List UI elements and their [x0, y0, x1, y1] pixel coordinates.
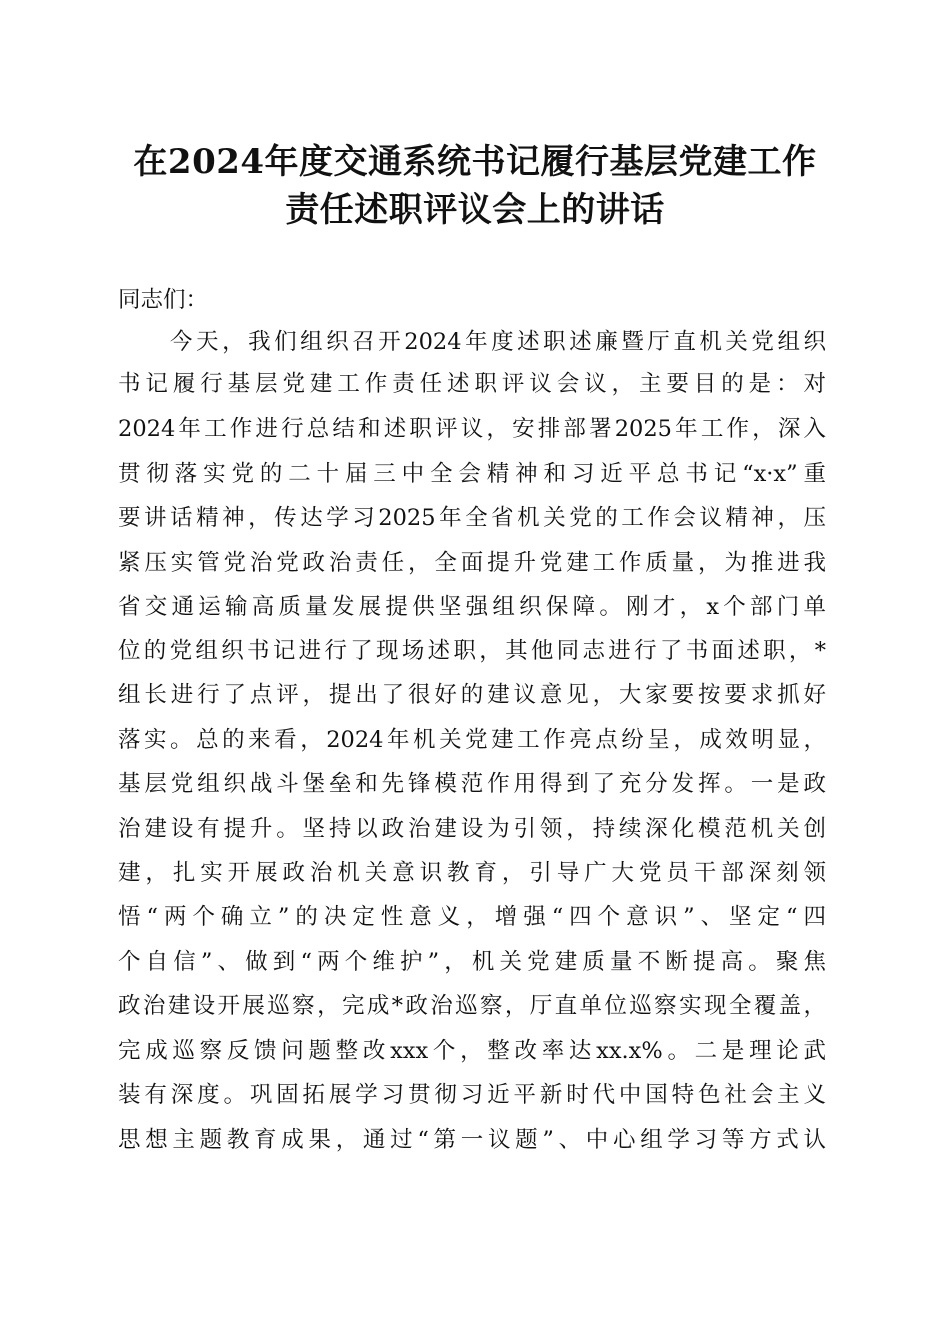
- paragraph-line: 书记履行基层党建工作责任述职评议会议，主要目的是：对: [118, 371, 826, 397]
- paragraph-line: 省交通运输高质量发展提供坚强组织保障。刚才，x个部门单: [118, 594, 826, 620]
- paragraph-line: 位的党组织书记进行了现场述职，其他同志进行了书面述职，*: [118, 638, 826, 664]
- paragraph-line: 思想主题教育成果，通过“第一议题”、中心组学习等方式认: [118, 1127, 826, 1153]
- paragraph-line: 落实。总的来看，2024年机关党建工作亮点纷呈，成效明显，: [118, 727, 826, 753]
- document-title-line-2: 责任述职评议会上的讲话: [285, 190, 665, 230]
- paragraph-line: 政治建设开展巡察，完成*政治巡察，厅直单位巡察实现全覆盖，: [118, 993, 826, 1019]
- paragraph-line: 基层党组织战斗堡垒和先锋模范作用得到了充分发挥。一是政: [118, 771, 826, 797]
- paragraph-line: 完成巡察反馈问题整改xxx个，整改率达xx.x%。二是理论武: [118, 1038, 826, 1064]
- paragraph-line: 组长进行了点评，提出了很好的建议意见，大家要按要求抓好: [118, 682, 826, 708]
- paragraph-line: 个自信”、做到“两个维护”，机关党建质量不断提高。聚焦: [118, 949, 826, 975]
- paragraph-line: 紧压实管党治党政治责任，全面提升党建工作质量，为推进我: [118, 550, 826, 576]
- paragraph-line: 治建设有提升。坚持以政治建设为引领，持续深化模范机关创: [118, 816, 826, 842]
- salutation: 同志们：: [118, 287, 209, 313]
- paragraph-line: 装有深度。巩固拓展学习贯彻习近平新时代中国特色社会主义: [118, 1082, 826, 1108]
- document-title-line-1: 在2024年度交通系统书记履行基层党建工作: [133, 142, 817, 182]
- paragraph-line: 要讲话精神，传达学习2025年全省机关党的工作会议精神，压: [118, 505, 826, 531]
- paragraph-line: 今天，我们组织召开2024年度述职述廉暨厅直机关党组织: [170, 329, 826, 355]
- paragraph-line: 2024年工作进行总结和述职评议，安排部署2025年工作，深入: [118, 416, 826, 442]
- paragraph-line: 贯彻落实党的二十届三中全会精神和习近平总书记“x·x”重: [118, 461, 826, 487]
- paragraph-line: 建，扎实开展政治机关意识教育，引导广大党员干部深刻领: [118, 860, 826, 886]
- paragraph-line: 悟“两个确立”的决定性意义，增强“四个意识”、坚定“四: [118, 904, 826, 930]
